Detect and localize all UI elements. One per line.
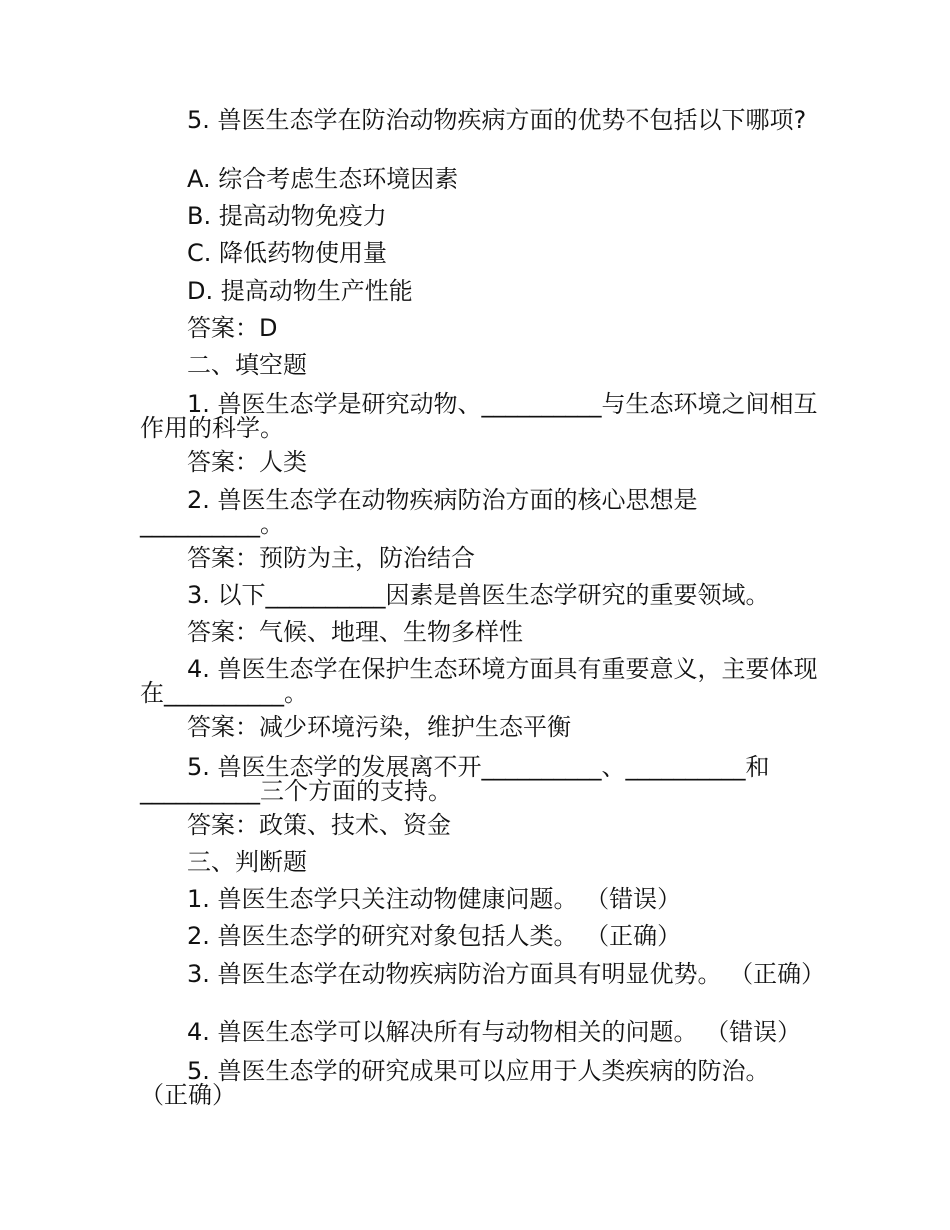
fill-question-3: 3. 以下__________因素是兽医生态学研究的重要领域。 [187, 581, 770, 609]
mc-option-a: A. 综合考虑生态环境因素 [187, 165, 459, 193]
mc-answer-5: 答案：D [187, 314, 278, 342]
fill-question-2: 2. 兽医生态学在动物疾病防治方面的核心思想是__________。 [140, 486, 698, 538]
tf-item-1: 1. 兽医生态学只关注动物健康问题。 （错误） [187, 885, 682, 913]
mc-option-d: D. 提高动物生产性能 [187, 277, 413, 305]
tf-item-4: 4. 兽医生态学可以解决所有与动物相关的问题。 （错误） [187, 1018, 802, 1046]
fill-answer-1: 答案：人类 [187, 448, 307, 476]
tf-item-3: 3. 兽医生态学在动物疾病防治方面具有明显优势。 （正确） [187, 960, 826, 988]
section-heading-fill-blank: 二、填空题 [187, 351, 307, 379]
fill-question-1: 1. 兽医生态学是研究动物、__________与生态环境之间相互作用的科学。 [140, 390, 818, 442]
fill-answer-4: 答案：减少环境污染，维护生态平衡 [187, 713, 571, 741]
tf-item-2: 2. 兽医生态学的研究对象包括人类。 （正确） [187, 922, 682, 950]
mc-option-c: C. 降低药物使用量 [187, 239, 388, 267]
tf-item-5: 5. 兽医生态学的研究成果可以应用于人类疾病的防治。 （正确） [140, 1057, 770, 1109]
fill-answer-3: 答案：气候、地理、生物多样性 [187, 618, 523, 646]
mc-question-5: 5. 兽医生态学在防治动物疾病方面的优势不包括以下哪项? [187, 106, 807, 134]
fill-answer-2: 答案：预防为主，防治结合 [187, 544, 475, 572]
fill-question-4: 4. 兽医生态学在保护生态环境方面具有重要意义，主要体现在__________。 [140, 655, 818, 707]
fill-answer-5: 答案：政策、技术、资金 [187, 811, 451, 839]
fill-question-5: 5. 兽医生态学的发展离不开__________、__________和__________三个方面的支持。 [140, 753, 770, 805]
mc-option-b: B. 提高动物免疫力 [187, 202, 387, 230]
section-heading-true-false: 三、判断题 [187, 848, 307, 876]
